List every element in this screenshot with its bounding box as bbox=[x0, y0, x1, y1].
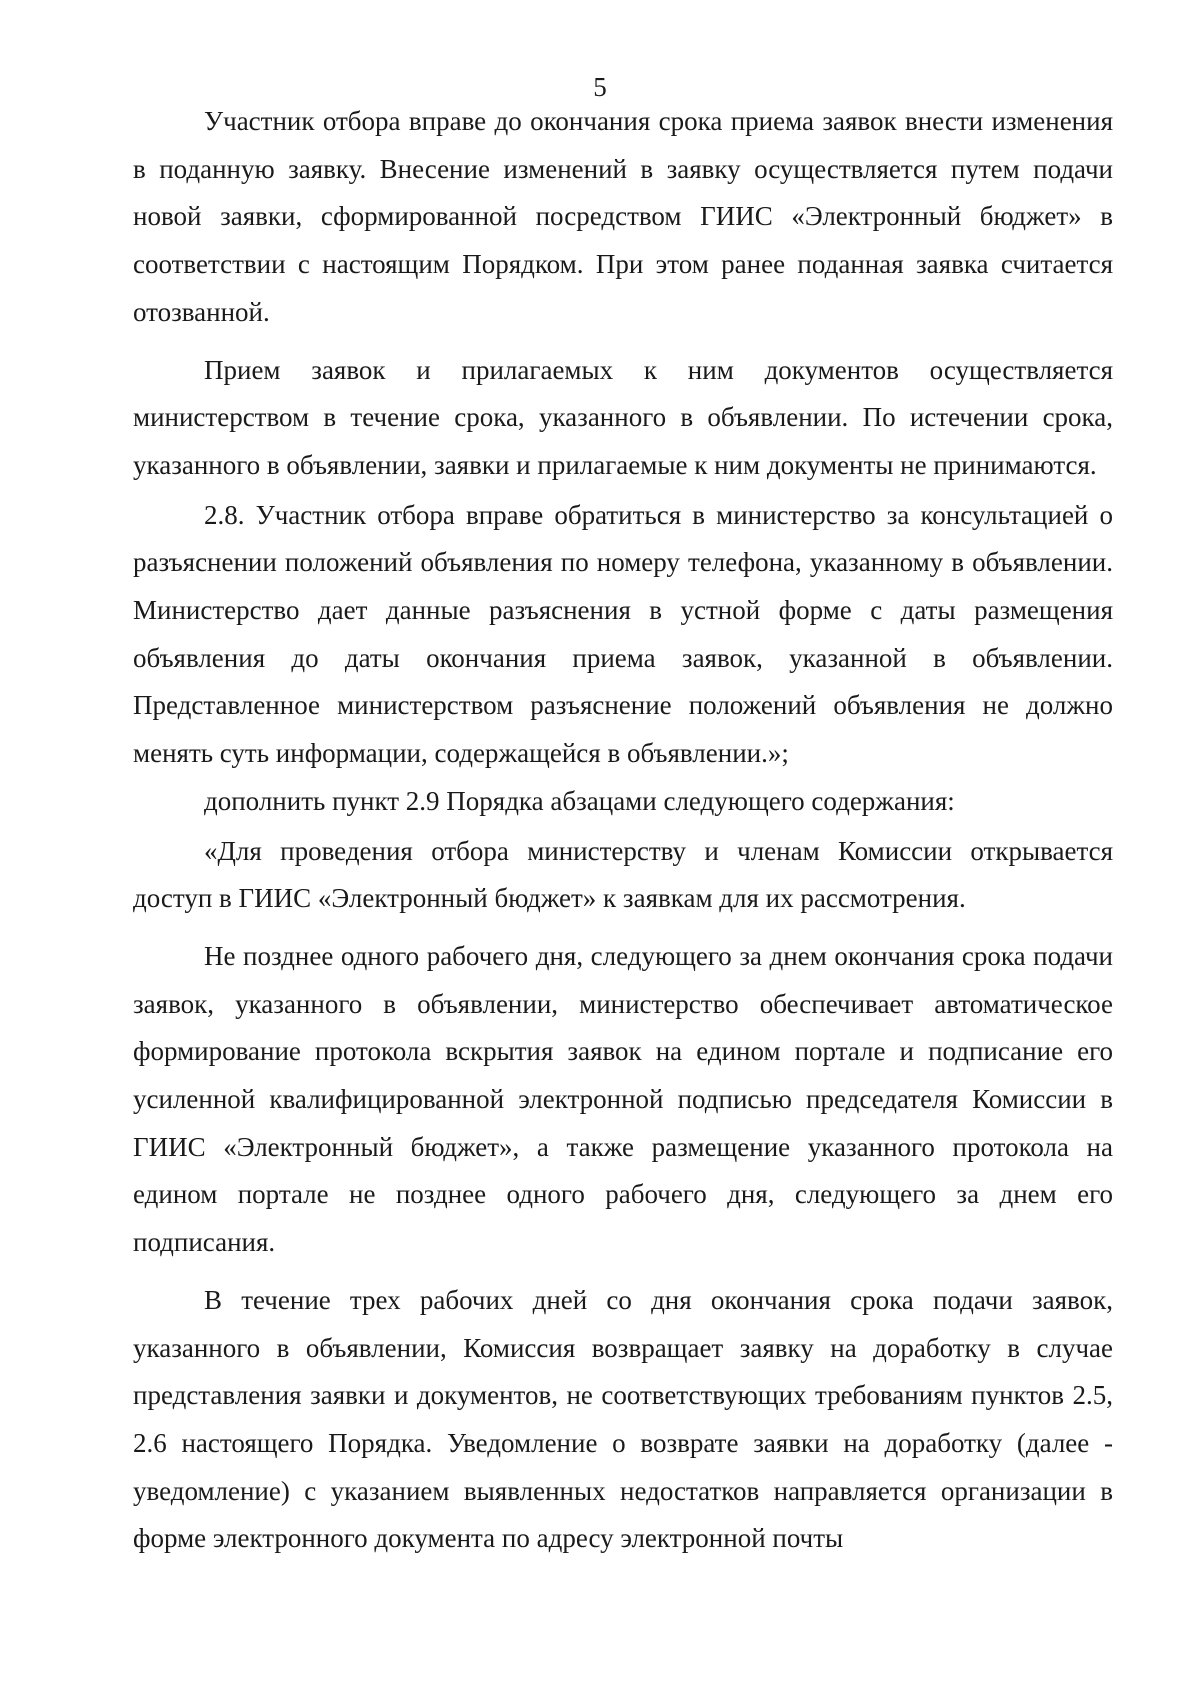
page-number: 5 bbox=[593, 72, 607, 102]
document-body bbox=[133, 98, 1113, 1563]
paragraph-amendment-right: Участник отбора вправе до окончания срока приема заявок внести изменения в поданную заявку. Внесение изменений в заявку осуществляется путем подачи новой заявки, сформированной посредством ГИИС «Электронный бюджет» в соответствии с настоящим Порядком. При этом ранее поданная заявка считается отозванной. bbox=[133, 106, 1113, 327]
paragraph-opening-protocol: Не позднее одного рабочего дня, следующего за днем окончания срока подачи заявок, указанного в объявлении, министерство обеспечивает автоматическое формирование протокола вскрытия заявок на едином портале и подписание его усиленной квалифицированной электронной подписью председателя Комиссии в ГИИС «Электронный бюджет», а также размещение указанного протокола на едином портале не позднее одного рабочего дня, следующего за днем его подписания. bbox=[133, 940, 1113, 1258]
paragraph-acceptance: Прием заявок и прилагаемых к ним документов осуществляется министерством в течение срока, указанного в объявлении. По истечении срока, указанного в объявлении, заявки и прилагаемые к ним документы не принимаются. bbox=[133, 354, 1113, 480]
paragraph-2-8-consultation: 2.8. Участник отбора вправе обратиться в министерство за консультацией о разъяснении положений объявления по номеру телефона, указанному в объявлении. Министерство дает данные разъяснения в устной форме с даты размещения объявления до даты окончания приема заявок, указанной в объявлении. Представленное министерством разъяснение положений объявления не должно менять суть информации, содержащейся в объявлении.»; bbox=[133, 499, 1113, 769]
paragraph-access: «Для проведения отбора министерству и членам Комиссии открывается доступ в ГИИС «Электронный бюджет» к заявкам для их рассмотрения. bbox=[133, 835, 1113, 914]
paragraph-amend-2-9: дополнить пункт 2.9 Порядка абзацами следующего содержания: bbox=[204, 785, 955, 816]
paragraph-return-for-revision: В течение трех рабочих дней со дня окончания срока подачи заявок, указанного в объявлении, Комиссия возвращает заявку на доработку в случае представления заявки и документов, не соответствующих требованиям пунктов 2.5, 2.6 настоящего Порядка. Уведомление о возврате заявки на доработку (далее - уведомление) с указанием выявленных недостатков направляется организации в форме электронного документа по адресу электронной почты bbox=[133, 1284, 1113, 1554]
